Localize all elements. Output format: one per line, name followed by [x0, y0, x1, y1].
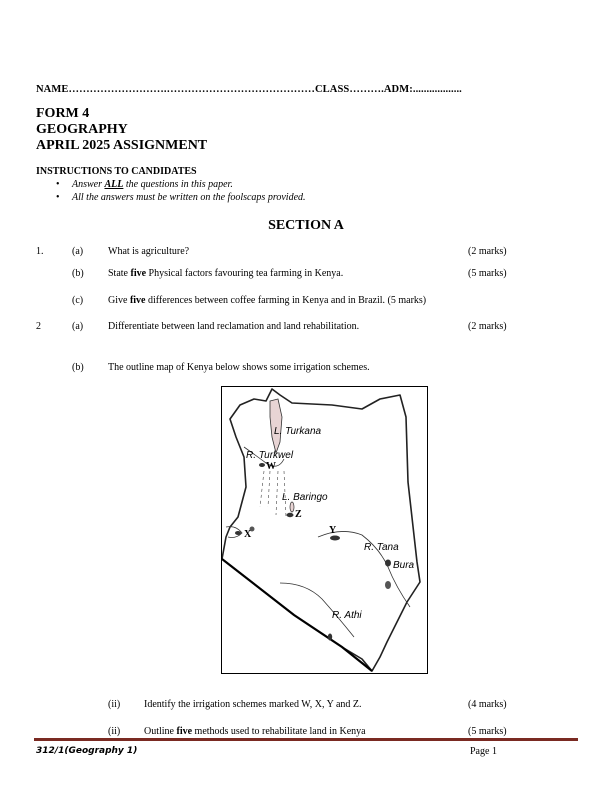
- marks: (2 marks): [468, 246, 507, 257]
- question-2b: The outline map of Kenya below shows some irrigation schemes.: [108, 362, 370, 373]
- marks: (4 marks): [468, 699, 507, 710]
- marker-z: Z: [295, 509, 302, 520]
- question-part-label: (c): [72, 295, 84, 306]
- footer-rule: [34, 738, 578, 741]
- label-river-tana: R. Tana: [364, 542, 399, 553]
- form-label: FORM 4: [36, 106, 90, 121]
- marks: (5 marks): [468, 268, 507, 279]
- kenya-irrigation-map: [221, 386, 428, 674]
- question-2a: Differentiate between land reclamation and land rehabilitation. (2 marks): [108, 321, 507, 332]
- subject-label: GEOGRAPHY: [36, 122, 128, 137]
- question-part-label: (a): [72, 246, 84, 257]
- question-number: 2: [36, 321, 41, 332]
- question-part-label: (ii): [108, 699, 121, 710]
- bullet-icon: •: [56, 192, 60, 203]
- label-river-turkwel: R. Turkwel: [246, 450, 294, 461]
- label-river-athi: R. Athi: [332, 610, 362, 621]
- question-1b: State five Physical factors favouring tea farming in Kenya. (5 marks): [108, 268, 507, 279]
- bullet-icon: •: [56, 179, 60, 190]
- scheme-z-marker: [287, 513, 294, 517]
- kenya-outline-svg: [222, 387, 427, 673]
- question-2b-ii-identify: Identify the irrigation schemes marked W, X, Y and Z. (4 marks): [144, 699, 507, 710]
- lake-baringo-shape: [290, 502, 294, 512]
- bura-scheme-marker: [385, 560, 391, 567]
- paper-code: 312/1(Geography 1): [36, 746, 138, 756]
- question-part-label: (ii): [108, 726, 121, 737]
- question-part-label: (b): [72, 268, 84, 279]
- question-part-label: (b): [72, 362, 84, 373]
- marker-x: X: [244, 529, 252, 540]
- question-part-label: (a): [72, 321, 84, 332]
- section-title: SECTION A: [268, 218, 344, 233]
- marker-w: W: [266, 461, 276, 472]
- emphasis-all: ALL: [104, 179, 124, 190]
- scheme-y-marker: [330, 536, 340, 541]
- question-number: 1.: [36, 246, 44, 257]
- label-lake-baringo: L. Baringo: [282, 492, 328, 503]
- marks: (2 marks): [468, 321, 507, 332]
- marker-y: Y: [329, 525, 337, 536]
- marks: (5 marks): [468, 726, 507, 737]
- label-bura: Bura: [393, 560, 415, 571]
- instructions-heading: INSTRUCTIONS TO CANDIDATES: [36, 166, 197, 177]
- label-lake-turkana: L. Turkana: [274, 426, 322, 437]
- question-1c: Give five differences between coffee farming in Kenya and in Brazil. (5 marks): [108, 295, 427, 306]
- question-1a: What is agriculture? (2 marks): [108, 246, 507, 257]
- assignment-title: APRIL 2025 ASSIGNMENT: [36, 138, 208, 153]
- page-number: Page 1: [470, 746, 497, 757]
- question-2b-ii-rehabilitate: Outline five methods used to rehabilitate land in Kenya (5 marks): [144, 726, 507, 737]
- scheme-x-marker: [235, 531, 241, 535]
- scheme-w-marker: [259, 463, 265, 467]
- name-class-adm-line: NAME……………………….……………………………………CLASS……….ADM:..................: [36, 84, 462, 95]
